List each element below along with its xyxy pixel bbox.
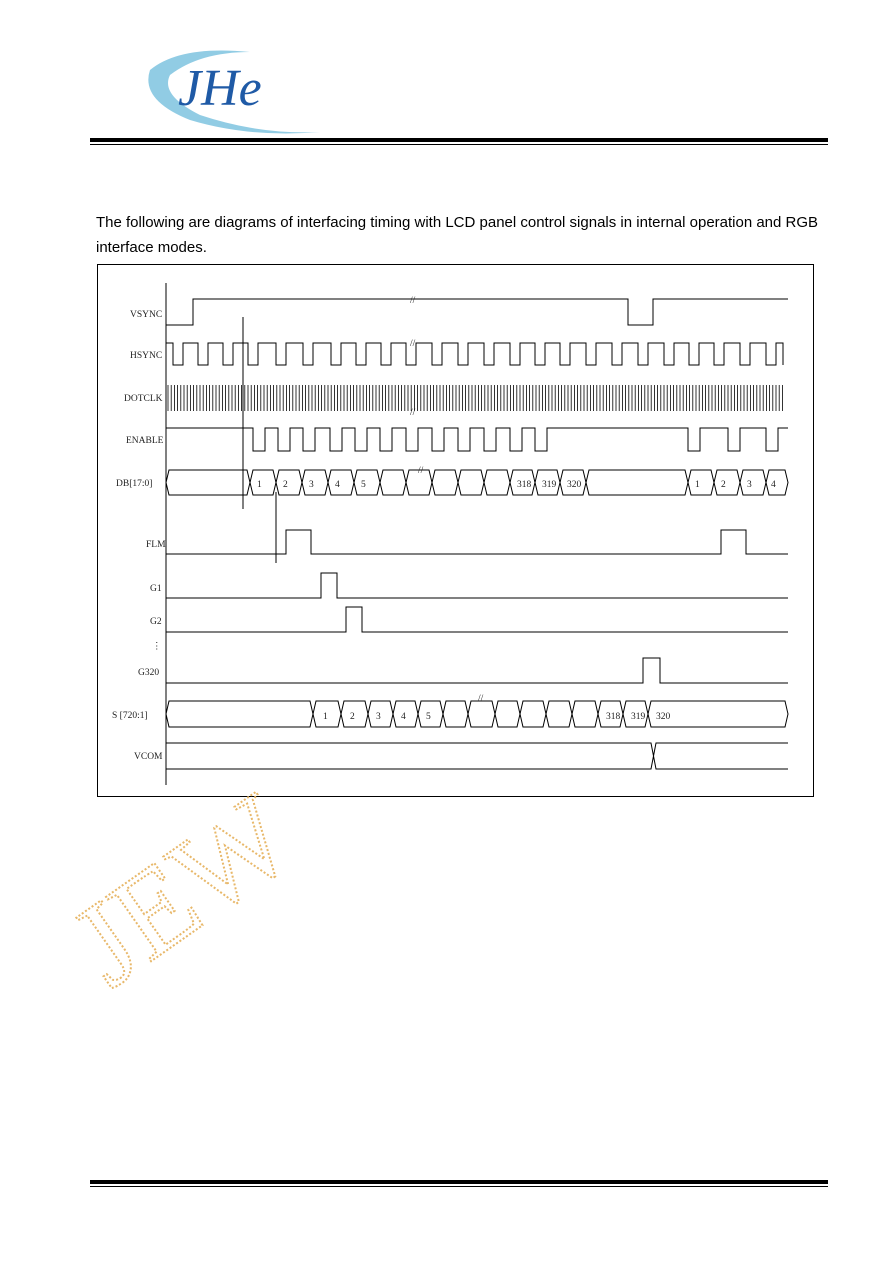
intro-paragraph <box>96 210 826 260</box>
db-cell-label: 2 <box>283 480 288 490</box>
logo-text: JHe <box>178 60 262 117</box>
s-cell <box>546 701 572 727</box>
break-mark-enable: // <box>410 408 416 418</box>
db-cell-label: 319 <box>542 480 557 490</box>
db-cell <box>432 470 458 495</box>
db-cell-label: 1 <box>695 480 700 490</box>
db-cell <box>688 470 714 495</box>
break-mark-hsync: // <box>410 339 416 349</box>
s-cell <box>468 701 495 727</box>
break-mark-db: // <box>418 466 424 476</box>
db-cell-label: 3 <box>747 480 752 490</box>
intro-line-2: interface modes. <box>96 239 207 256</box>
g1-wave <box>166 573 788 598</box>
db-cell-label: 320 <box>567 480 582 490</box>
label-dotclk: DOTCLK <box>124 394 163 404</box>
label-vsync: VSYNC <box>130 310 163 320</box>
watermark <box>48 768 420 1012</box>
label-dots: ⋮ <box>152 642 162 652</box>
vsync-wave <box>166 299 788 325</box>
intro-line-1: The following are diagrams of interfacing timing with LCD panel control signals in internal operation and RGB <box>96 214 819 231</box>
db-cell-label: 4 <box>335 480 340 490</box>
label-g320: G320 <box>138 668 160 678</box>
label-s: S [720:1] <box>112 711 148 721</box>
db-cell <box>458 470 484 495</box>
s-cell-label: 2 <box>350 712 355 722</box>
s-cell-label: 319 <box>631 712 646 722</box>
break-mark-s: // <box>478 694 484 704</box>
break-mark-vsync: // <box>410 296 416 306</box>
s-cell-label: 320 <box>656 712 671 722</box>
timing-diagram <box>97 264 814 797</box>
db-cell <box>766 470 788 495</box>
s-cell <box>520 701 546 727</box>
s-cell <box>572 701 598 727</box>
s-cell <box>166 701 313 727</box>
db-cell <box>166 470 250 495</box>
label-enable: ENABLE <box>126 436 164 446</box>
s-cell-label: 1 <box>323 712 328 722</box>
enable-wave <box>166 428 788 451</box>
waveforms <box>166 299 788 769</box>
db-cell <box>586 470 688 495</box>
label-vcom: VCOM <box>134 752 163 762</box>
db-cell <box>328 470 354 495</box>
s-cell-label: 5 <box>426 712 431 722</box>
label-db: DB[17:0] <box>116 479 153 489</box>
s-cell <box>443 701 468 727</box>
label-hsync: HSYNC <box>130 351 163 361</box>
db-cell <box>380 470 406 495</box>
label-g1: G1 <box>150 584 162 594</box>
db-cell <box>740 470 766 495</box>
s-cell-label: 4 <box>401 712 406 722</box>
company-logo <box>140 40 340 140</box>
header-rule <box>90 138 828 145</box>
flm-wave <box>166 530 788 554</box>
label-g2: G2 <box>150 617 162 627</box>
db-cell-label: 3 <box>309 480 314 490</box>
db-cell-label: 2 <box>721 480 726 490</box>
label-flm: FLM <box>146 540 166 550</box>
watermark-text: JEW <box>48 768 316 1012</box>
s-cell-label: 318 <box>606 712 621 722</box>
db-cell <box>714 470 740 495</box>
db-cell-label: 1 <box>257 480 262 490</box>
vcom-wave-b <box>166 743 788 769</box>
db-cell <box>276 470 302 495</box>
db-cell-label: 318 <box>517 480 532 490</box>
g320-wave <box>166 658 788 683</box>
db-cell <box>250 470 276 495</box>
footer-rule <box>90 1180 828 1187</box>
dotclk-wave <box>168 385 782 411</box>
vcom-wave-a <box>166 743 788 769</box>
db-cell-label: 5 <box>361 480 366 490</box>
g2-wave <box>166 607 788 632</box>
s-cell <box>495 701 520 727</box>
db-cell-label: 4 <box>771 480 776 490</box>
db-cell <box>302 470 328 495</box>
hsync-wave <box>166 343 783 365</box>
s-cell-label: 3 <box>376 712 381 722</box>
db-cell <box>484 470 510 495</box>
timing-diagram-svg <box>98 265 815 798</box>
db-cell <box>354 470 380 495</box>
